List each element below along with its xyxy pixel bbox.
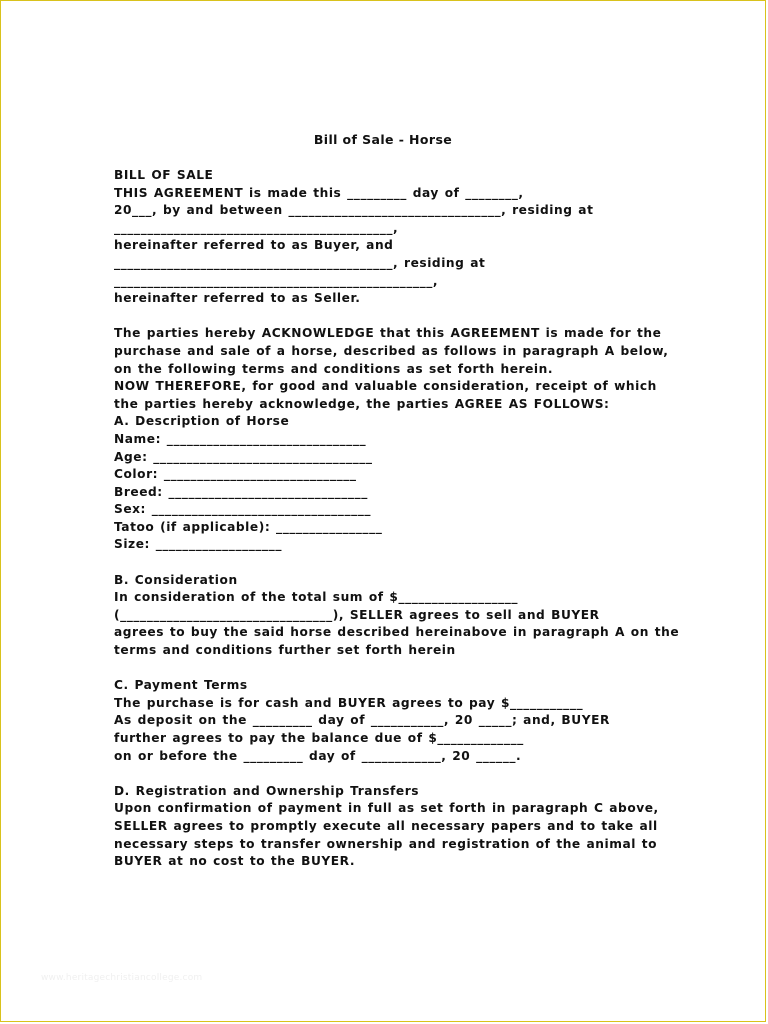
horse-size-field: Size: ___________________ <box>114 537 282 552</box>
section-heading: B. Consideration <box>114 572 238 587</box>
horse-breed-field: Breed: ______________________________ <box>114 484 368 499</box>
section-heading: C. Payment Terms <box>114 678 248 693</box>
text-line: __________________________________________, residing at <box>114 255 486 270</box>
intro-section <box>114 167 674 308</box>
text-line: on or before the _________ day of ____________, 20 ______. <box>114 748 522 763</box>
section-heading: A. Description of Horse <box>114 414 290 429</box>
text-line: 20___, by and between ________________________________, residing at <box>114 203 594 218</box>
recitals-section <box>114 325 674 554</box>
text-line: necessary steps to transfer ownership and registration of the animal to <box>114 836 658 851</box>
horse-name-field: Name: ______________________________ <box>114 431 367 446</box>
document-body <box>114 167 680 871</box>
text-line: purchase and sale of a horse, described as follows in paragraph A below, <box>114 343 669 358</box>
text-line: The parties hereby ACKNOWLEDGE that this AGREEMENT is made for the <box>114 326 662 341</box>
horse-tatoo-field: Tatoo (if applicable): ________________ <box>114 519 383 534</box>
registration-section <box>114 783 674 871</box>
text-line: NOW THEREFORE, for good and valuable consideration, receipt of which <box>114 379 657 394</box>
text-line: further agrees to pay the balance due of $_____________ <box>114 731 524 745</box>
paragraph-gap <box>114 660 674 678</box>
text-line: As deposit on the _________ day of ___________, 20 _____; and, BUYER <box>114 713 610 728</box>
text-line: hereinafter referred to as Seller. <box>114 291 361 306</box>
text-line: SELLER agrees to promptly execute all necessary papers and to take all <box>114 818 658 833</box>
consideration-section <box>114 572 680 660</box>
horse-color-field: Color: _____________________________ <box>114 467 357 482</box>
paragraph-gap <box>114 308 674 326</box>
text-line: agrees to buy the said horse described hereinabove in paragraph A on the <box>114 625 680 640</box>
text-line: The purchase is for cash and BUYER agrees to pay $___________ <box>114 695 584 710</box>
text-line: Upon confirmation of payment in full as set forth in paragraph C above, <box>114 801 659 816</box>
text-line: In consideration of the total sum of $__________________ <box>114 590 519 605</box>
text-line: hereinafter referred to as Buyer, and <box>114 238 394 253</box>
paragraph-gap <box>114 554 674 572</box>
horse-sex-field: Sex: _________________________________ <box>114 502 372 517</box>
text-line: __________________________________________, <box>114 220 399 235</box>
text-line: the parties hereby acknowledge, the parties AGREE AS FOLLOWS: <box>114 396 610 411</box>
text-line: ________________________________________________, <box>114 273 439 288</box>
paragraph-gap <box>114 765 674 783</box>
payment-section <box>114 677 674 765</box>
text-line: BUYER at no cost to the BUYER. <box>114 854 356 869</box>
section-heading: D. Registration and Ownership Transfers <box>114 783 420 798</box>
text-line: on the following terms and conditions as set forth herein. <box>114 361 554 376</box>
document-title: Bill of Sale - Horse <box>313 132 453 147</box>
text-line: terms and conditions further set forth herein <box>114 643 456 658</box>
text-line: BILL OF SALE <box>114 168 214 182</box>
watermark: www.heritagechristiancollege.com <box>41 973 203 983</box>
horse-age-field: Age: _________________________________ <box>114 449 373 464</box>
text-line: THIS AGREEMENT is made this _________ day of ________, <box>114 185 524 200</box>
text-line: (________________________________), SELLER agrees to sell and BUYER <box>114 607 600 622</box>
